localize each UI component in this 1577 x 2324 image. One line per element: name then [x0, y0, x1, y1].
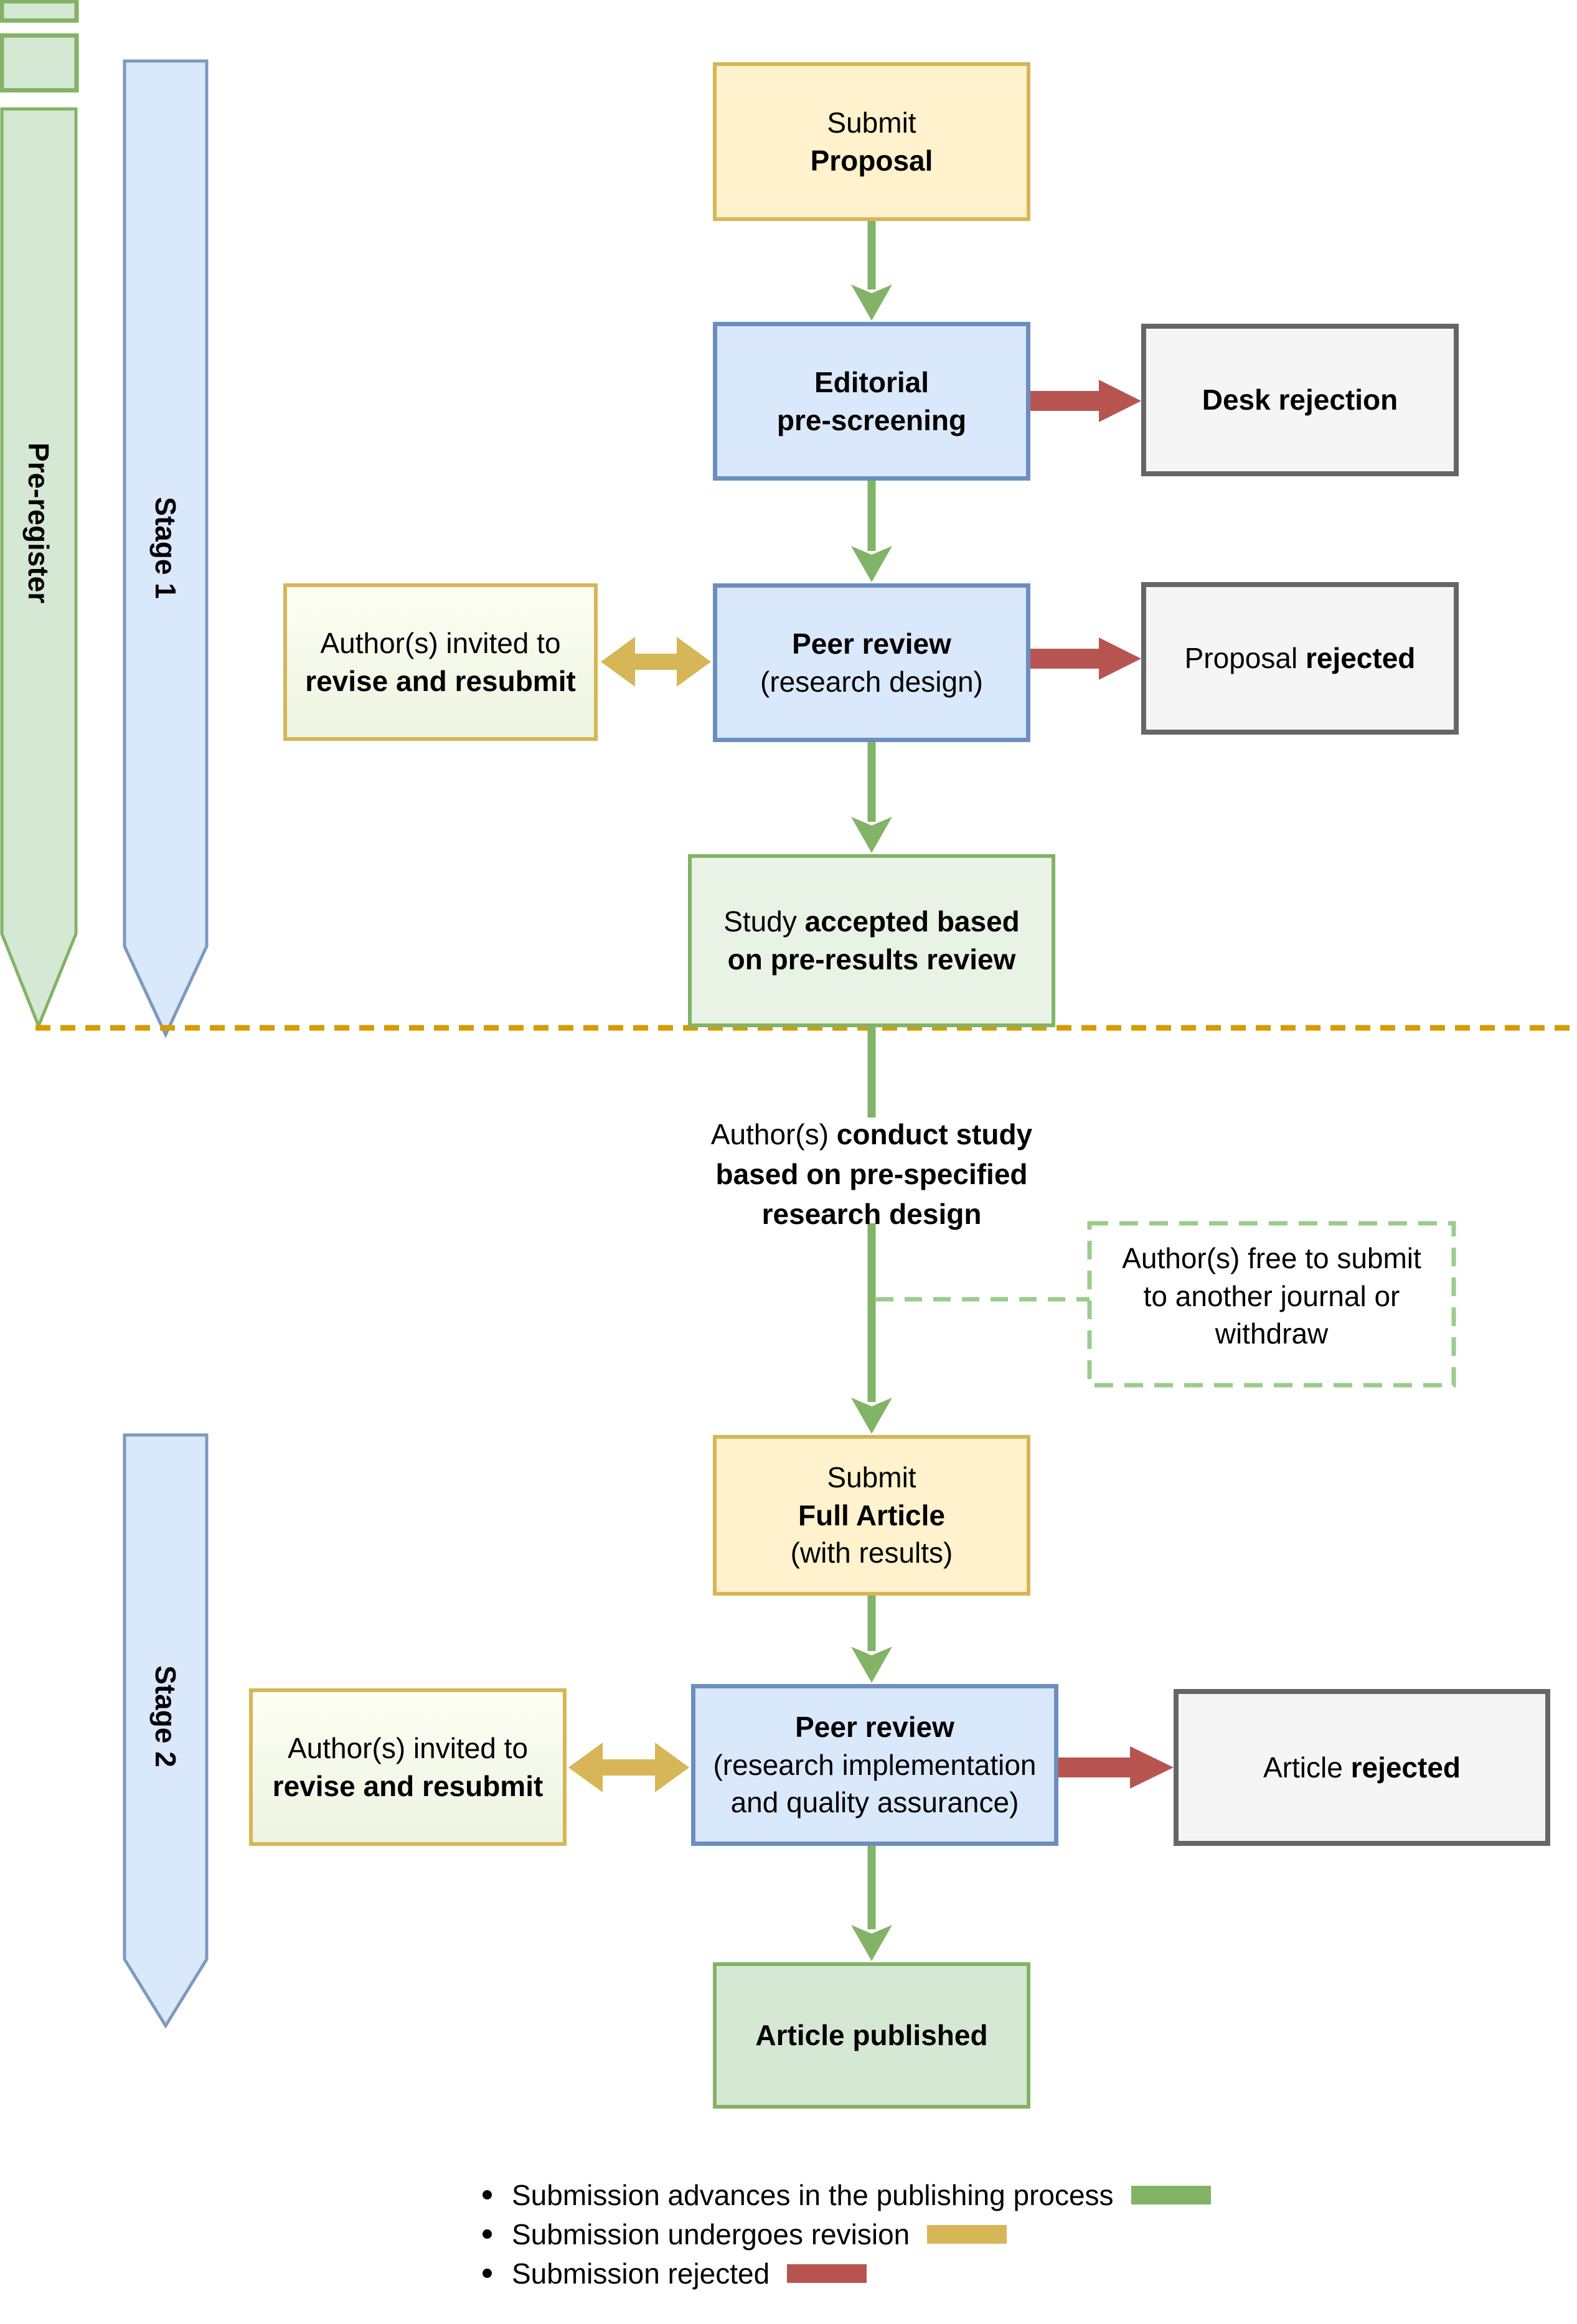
author-invited-stage1-box [283, 583, 598, 741]
editorial-prescreening-box [713, 322, 1030, 481]
peer-review-2-line2: (research implementation [713, 1748, 1037, 1781]
author-invited-2-line1: Author(s) invited to [287, 1731, 529, 1764]
peer-review-design-text [760, 625, 983, 700]
arrowhead-editorial [851, 285, 892, 321]
peer-review-1-line2: (research design) [760, 665, 983, 698]
peer-review-2-line3: and quality assurance) [730, 1786, 1019, 1819]
study-accepted-l1-bold: accepted based [804, 905, 1020, 938]
study-accepted-l1-normal: Study [723, 905, 805, 938]
submit-full-article-line1: Submit [827, 1461, 916, 1494]
desk-rejection-label: Desk rejection [1202, 383, 1398, 416]
peer-review-2-line1: Peer review [795, 1710, 954, 1743]
study-accepted-l2-bold: on pre-results review [727, 943, 1016, 976]
peer-review-1-line1: Peer review [792, 627, 951, 660]
arrowhead-peer-review-1 [851, 546, 892, 582]
proposal-rejected-text [1185, 639, 1416, 677]
peer-review-implementation-text [713, 1708, 1036, 1822]
study-accepted-box [688, 854, 1055, 1027]
editorial-prescreening-text [777, 364, 966, 439]
conduct-study-text [666, 1114, 1077, 1234]
peer-review-implementation-box [691, 1684, 1058, 1846]
mini-green-box-2 [2, 35, 77, 90]
bullet-icon [483, 2229, 492, 2239]
mini-green-box-1 [2, 1, 77, 21]
free-to-submit-line1: Author(s) free to submit [1122, 1241, 1421, 1274]
article-rejected-box [1174, 1689, 1550, 1846]
submit-full-article-line2: Full Article [798, 1498, 945, 1531]
author-invited-stage1-text [305, 624, 576, 700]
stage2-label: Stage 2 [149, 1665, 182, 1767]
double-arrow-revise-stage2 [568, 1743, 689, 1792]
author-invited-stage2-text [273, 1729, 544, 1805]
free-to-submit-text [1122, 1240, 1421, 1353]
submit-full-article-text [791, 1459, 953, 1572]
conduct-study-l3-bold: research design [761, 1198, 982, 1230]
legend-item-advances [483, 2175, 1211, 2214]
free-to-submit-box [1090, 1223, 1454, 1385]
proposal-rejected-bold: rejected [1305, 642, 1416, 675]
author-invited-2-line2: revise and resubmit [272, 1769, 544, 1802]
article-published-box [713, 1962, 1030, 2109]
arrow-article-rejected [1058, 1746, 1174, 1789]
legend-swatch-green [1131, 2186, 1211, 2204]
author-invited-line1: Author(s) invited to [320, 626, 561, 659]
legend-item-revision [483, 2214, 1211, 2254]
free-to-submit-line3: withdraw [1215, 1317, 1329, 1350]
submit-proposal-box [713, 62, 1030, 221]
author-invited-line2: revise and resubmit [305, 664, 576, 697]
submit-proposal-line1: Submit [827, 106, 916, 139]
article-published-label: Article published [755, 2019, 988, 2052]
arrowhead-peer-review-2 [851, 1647, 892, 1683]
conduct-study-l1-normal: Author(s) [710, 1118, 837, 1150]
legend-item-rejected [483, 2254, 1211, 2293]
article-rejected-normal: Article [1263, 1751, 1351, 1784]
proposal-rejected-box [1141, 582, 1459, 735]
legend [483, 2175, 1211, 2293]
editorial-line1: Editorial [814, 365, 930, 398]
legend-label-rejected: Submission rejected [512, 2257, 770, 2290]
legend-swatch-red [787, 2264, 867, 2283]
double-arrow-revise-stage1 [601, 637, 711, 687]
bullet-icon [483, 2190, 492, 2199]
desk-rejection-box [1141, 324, 1459, 476]
bullet-icon [483, 2269, 492, 2278]
proposal-rejected-normal: Proposal [1184, 642, 1306, 675]
author-invited-stage2-box [249, 1688, 567, 1846]
free-to-submit-line2: to another journal or [1143, 1279, 1400, 1312]
stage1-label: Stage 1 [149, 497, 182, 599]
conduct-study-l2-bold: based on pre-specified [715, 1158, 1028, 1190]
arrow-desk-rejection [1030, 380, 1141, 422]
submit-proposal-line2: Proposal [810, 144, 933, 177]
conduct-study-l1-bold: conduct study [836, 1118, 1033, 1150]
article-rejected-text [1263, 1749, 1461, 1787]
peer-review-design-box [713, 583, 1030, 742]
study-accepted-text [723, 903, 1020, 978]
article-rejected-bold: rejected [1350, 1751, 1461, 1784]
arrowhead-submit-full-article [851, 1398, 892, 1434]
submit-proposal-text [811, 104, 933, 179]
legend-label-advances: Submission advances in the publishing process [512, 2178, 1114, 2211]
arrowhead-article-published [851, 1925, 892, 1961]
arrowhead-study-accepted [851, 817, 892, 853]
submit-full-article-line3: (with results) [790, 1536, 953, 1569]
editorial-line2: pre-screening [776, 403, 967, 436]
submit-full-article-box [713, 1435, 1030, 1596]
legend-label-revision: Submission undergoes revision [512, 2218, 910, 2251]
arrow-proposal-rejected [1030, 637, 1141, 680]
legend-swatch-yellow [927, 2225, 1007, 2244]
pre-register-label: Pre-register [22, 442, 55, 604]
